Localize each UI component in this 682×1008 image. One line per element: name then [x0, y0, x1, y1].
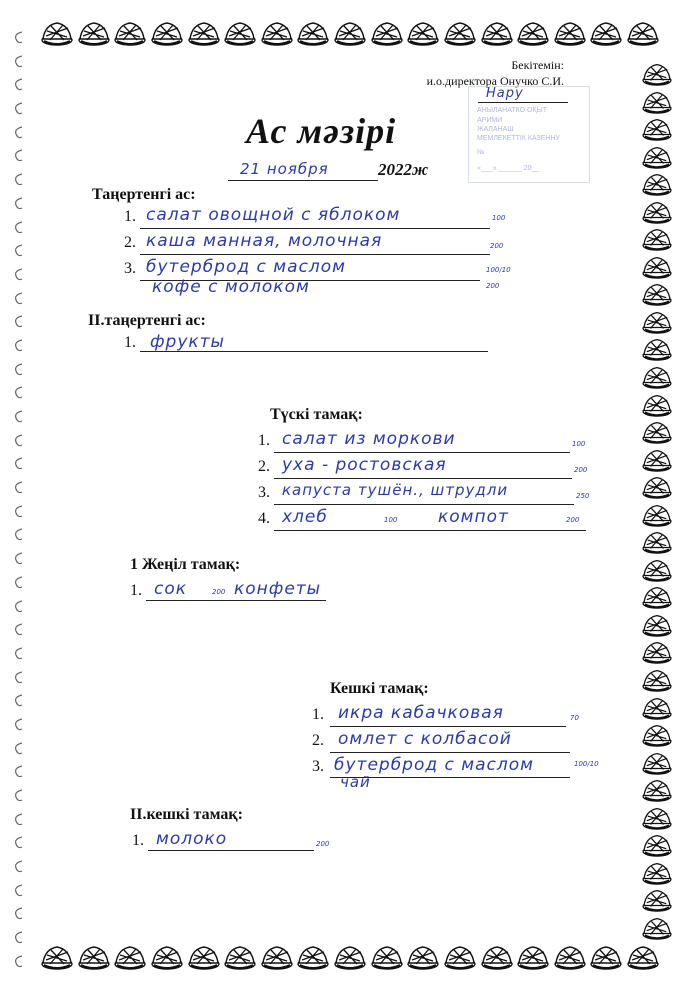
pie-ornament-icon [640, 170, 674, 196]
spiral-ring-icon [12, 859, 26, 875]
menu-item: сок [154, 579, 188, 599]
pie-ornament-icon [187, 18, 221, 46]
pie-ornament-icon [406, 18, 440, 46]
menu-item-continued: компот [438, 507, 509, 527]
item-number: 3. [312, 758, 324, 775]
pie-ornament-icon [113, 18, 147, 46]
date-handwritten: 21 ноября [240, 160, 329, 178]
item-line [274, 452, 570, 453]
pie-ornament-icon [113, 942, 147, 970]
pie-ornament-icon [480, 18, 514, 46]
pie-ornament-icon [640, 611, 674, 637]
spiral-ring-icon [12, 338, 26, 354]
item-line [274, 504, 574, 505]
pie-ornament-icon [640, 666, 674, 692]
spiral-ring-icon [12, 764, 26, 780]
bottom-border [40, 942, 660, 982]
pie-ornament-icon [406, 942, 440, 970]
spiral-ring-icon [12, 599, 26, 615]
lunch-heading: Түскі тамақ: [270, 406, 363, 423]
second-dinner-heading: ІІ.кешкі тамақ: [130, 806, 243, 823]
pie-ornament-icon [640, 225, 674, 251]
spiral-ring-icon [12, 196, 26, 212]
snack-heading: 1 Жеңіл тамақ: [130, 556, 241, 573]
spiral-ring-icon [12, 77, 26, 93]
pie-ornament-icon [480, 942, 514, 970]
pie-ornament-icon [589, 18, 623, 46]
right-border [640, 60, 676, 940]
stamp-line: ЖАЛАНАШ [477, 126, 514, 133]
approval-label: Бекітемін: [511, 58, 564, 72]
item-number: 4. [258, 510, 270, 527]
menu-item: салат овощной с яблоком [146, 205, 401, 225]
pie-ornament-icon [150, 942, 184, 970]
pie-ornament-icon [223, 18, 257, 46]
menu-item: омлет с колбасой [338, 729, 512, 749]
pie-ornament-icon [640, 418, 674, 444]
approval-director: и.о.директора Онучко С.И. [426, 74, 564, 88]
portion-grams: 100/10 [486, 266, 511, 274]
pie-ornament-icon [40, 942, 74, 970]
pie-ornament-icon [640, 914, 674, 940]
stamp-line: № [477, 149, 485, 156]
pie-ornament-icon [640, 198, 674, 224]
pie-ornament-icon [223, 942, 257, 970]
spiral-ring-icon [12, 741, 26, 757]
pie-ornament-icon [640, 859, 674, 885]
spiral-ring-icon [12, 30, 26, 46]
pie-ornament-icon [296, 18, 330, 46]
spiral-ring-icon [12, 125, 26, 141]
spiral-ring-icon [12, 148, 26, 164]
spiral-ring-icon [12, 362, 26, 378]
pie-ornament-icon [516, 942, 550, 970]
spiral-ring-icon [12, 433, 26, 449]
second-breakfast-heading: ІІ.таңертенгі ас: [88, 312, 206, 329]
pie-ornament-icon [640, 88, 674, 114]
menu-item: бутерброд с маслом [146, 257, 346, 277]
spiral-ring-icon [12, 646, 26, 662]
menu-item: молоко [156, 829, 228, 849]
menu-item: фрукты [150, 332, 225, 352]
pie-ornament-icon [626, 18, 660, 46]
item-number: 1. [132, 832, 144, 849]
item-line [146, 600, 326, 601]
menu-item: икра кабачковая [338, 703, 504, 723]
spiral-ring-icon [12, 717, 26, 733]
pie-ornament-icon [626, 942, 660, 970]
spiral-ring-icon [12, 385, 26, 401]
menu-item: уха - ростовская [282, 455, 447, 475]
spiral-ring-icon [12, 883, 26, 899]
item-line [274, 478, 572, 479]
spiral-ring-icon [12, 172, 26, 188]
portion-grams: 200 [574, 466, 588, 474]
page-title: Ас мәзірі [246, 111, 397, 151]
item-number: 2. [124, 234, 136, 251]
pie-ornament-icon [640, 831, 674, 857]
portion-grams: 250 [576, 492, 590, 500]
item-number: 1. [258, 432, 270, 449]
spiral-ring-icon [12, 504, 26, 520]
pie-ornament-icon [553, 18, 587, 46]
breakfast-heading: Таңертенгі ас: [92, 186, 196, 203]
pie-ornament-icon [77, 942, 111, 970]
stamp-line: «___» ______ 20__ [477, 165, 540, 172]
portion-grams: 100 [572, 440, 586, 448]
menu-item: капуста тушён., штрудли [282, 481, 509, 499]
pie-ornament-icon [640, 776, 674, 802]
pie-ornament-icon [333, 942, 367, 970]
spiral-ring-icon [12, 670, 26, 686]
pie-ornament-icon [640, 308, 674, 334]
pie-ornament-icon [640, 391, 674, 417]
item-number: 2. [258, 458, 270, 475]
item-number: 1. [130, 582, 142, 599]
spiral-ring-icon [12, 527, 26, 543]
spiral-ring-icon [12, 812, 26, 828]
pie-ornament-icon [296, 942, 330, 970]
menu-item: бутерброд с маслом [334, 755, 534, 775]
left-spiral-binding [12, 30, 34, 970]
pie-ornament-icon [640, 804, 674, 830]
pie-ornament-icon [640, 335, 674, 361]
spiral-ring-icon [12, 954, 26, 970]
pie-ornament-icon [640, 363, 674, 389]
spiral-ring-icon [12, 930, 26, 946]
menu-item: каша манная, молочная [146, 231, 383, 251]
item-number: 3. [258, 484, 270, 501]
item-number: 3. [124, 260, 136, 277]
menu-item-continued: чай [340, 773, 371, 791]
spiral-ring-icon [12, 267, 26, 283]
spiral-ring-icon [12, 693, 26, 709]
pie-ornament-icon [640, 749, 674, 775]
portion-grams: 100 [492, 214, 506, 222]
item-number: 1. [312, 706, 324, 723]
spiral-ring-icon [12, 575, 26, 591]
spiral-ring-icon [12, 220, 26, 236]
pie-ornament-icon [640, 280, 674, 306]
stamp-line: МЕМЛЕКЕТТІК КАЗЕННУ [477, 135, 560, 142]
item-line [140, 228, 490, 229]
spiral-ring-icon [12, 314, 26, 330]
pie-ornament-icon [333, 18, 367, 46]
spiral-ring-icon [12, 788, 26, 804]
item-number: 1. [124, 208, 136, 225]
spiral-ring-icon [12, 54, 26, 70]
item-line [274, 530, 586, 531]
signature: Нару [486, 86, 524, 101]
menu-item: салат из моркови [282, 429, 456, 449]
spiral-ring-icon [12, 456, 26, 472]
pie-ornament-icon [640, 694, 674, 720]
item-line [330, 726, 566, 727]
item-line [330, 752, 570, 753]
top-border [40, 18, 660, 58]
menu-item-continued: кофе с молоком [152, 277, 310, 297]
spiral-ring-icon [12, 243, 26, 259]
spiral-ring-icon [12, 291, 26, 307]
pie-ornament-icon [370, 942, 404, 970]
pie-ornament-icon [640, 501, 674, 527]
pie-ornament-icon [640, 446, 674, 472]
pie-ornament-icon [640, 60, 674, 86]
item-number: 1. [124, 334, 136, 351]
item-line [148, 850, 314, 851]
pie-ornament-icon [640, 886, 674, 912]
pie-ornament-icon [640, 556, 674, 582]
portion-grams: 200 [486, 282, 500, 290]
item-number: 2. [312, 732, 324, 749]
spiral-ring-icon [12, 551, 26, 567]
pie-ornament-icon [640, 721, 674, 747]
portion-grams: 200 [490, 242, 504, 250]
pie-ornament-icon [187, 942, 221, 970]
spiral-ring-icon [12, 622, 26, 638]
item-line [140, 351, 488, 352]
pie-ornament-icon [640, 528, 674, 554]
spiral-ring-icon [12, 906, 26, 922]
dinner-heading: Кешкі тамақ: [330, 680, 429, 697]
pie-ornament-icon [640, 253, 674, 279]
pie-ornament-icon [640, 143, 674, 169]
menu-item-continued: конфеты [234, 579, 322, 599]
portion-grams: 200 [566, 516, 580, 524]
pie-ornament-icon [77, 18, 111, 46]
pie-ornament-icon [640, 583, 674, 609]
pie-ornament-icon [443, 942, 477, 970]
item-line [140, 254, 490, 255]
spiral-ring-icon [12, 101, 26, 117]
pie-ornament-icon [516, 18, 550, 46]
spiral-ring-icon [12, 480, 26, 496]
portion-grams: 200 [316, 840, 330, 848]
official-stamp [468, 86, 590, 183]
stamp-line: АРИМИ [477, 117, 503, 124]
pie-ornament-icon [640, 638, 674, 664]
portion-grams: 70 [570, 714, 579, 722]
pie-ornament-icon [640, 115, 674, 141]
pie-ornament-icon [260, 942, 294, 970]
pie-ornament-icon [640, 473, 674, 499]
date-printed: 2022ж [378, 160, 429, 179]
pie-ornament-icon [260, 18, 294, 46]
pie-ornament-icon [443, 18, 477, 46]
spiral-ring-icon [12, 409, 26, 425]
menu-item: хлеб [282, 507, 328, 527]
spiral-ring-icon [12, 835, 26, 851]
portion-grams: 100 [384, 516, 398, 524]
date-line [228, 180, 378, 181]
pie-ornament-icon [150, 18, 184, 46]
stamp-line: АНЫЛАНАТКО ОҚЫТ [477, 107, 548, 114]
pie-ornament-icon [553, 942, 587, 970]
portion-grams: 100/10 [574, 760, 599, 768]
portion-grams: 200 [212, 588, 226, 596]
pie-ornament-icon [370, 18, 404, 46]
pie-ornament-icon [589, 942, 623, 970]
pie-ornament-icon [40, 18, 74, 46]
